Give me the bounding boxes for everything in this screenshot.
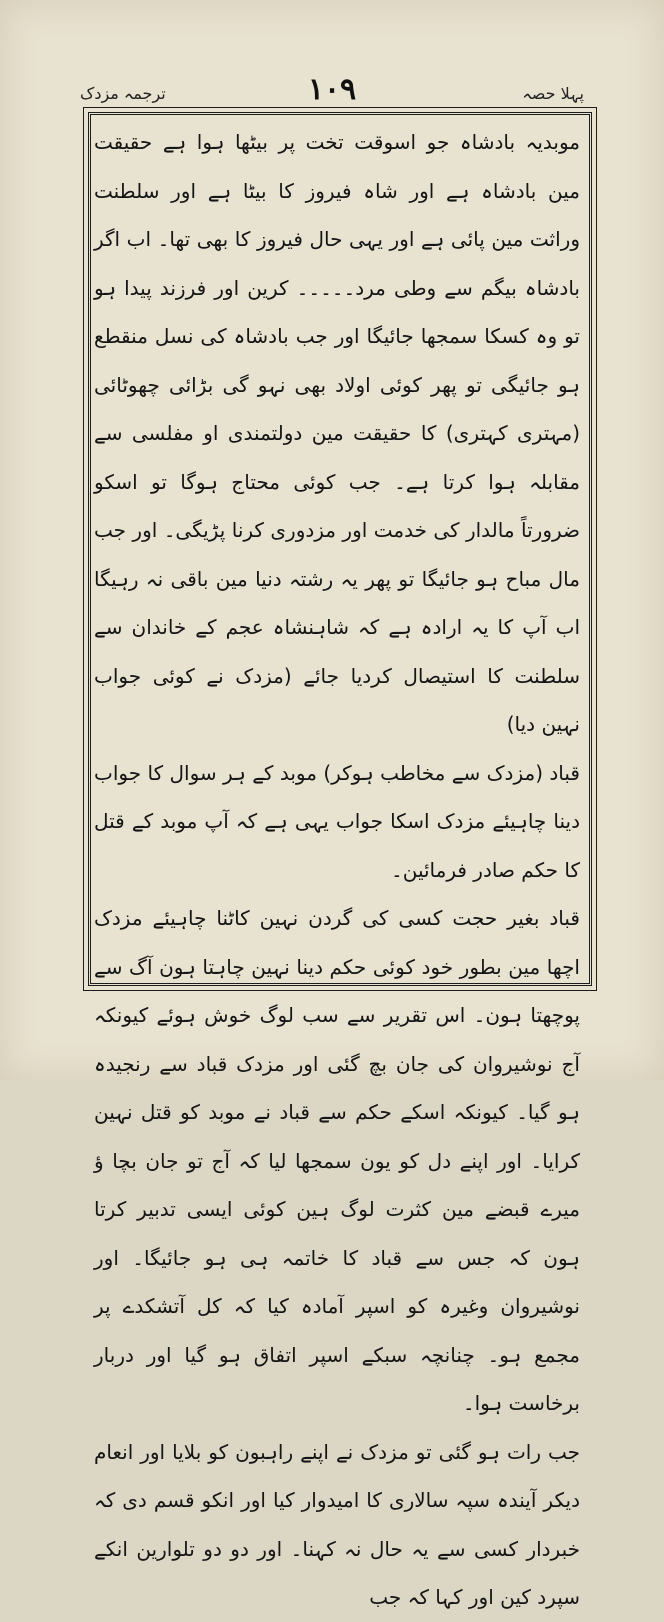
paragraph-3: قباد بغیر حجت کسی کی گردن نہین کاٹنا چاہیئے مزدک اچھا مین بطور خود کوئی حکم دینا نہین چاہتا ہون آگ سے پوچھتا ہون۔ اس تقریر سے سب لوگ خوش ہوئے کیونکہ آج نوشیروان کی جان بچ گئی اور مزدک قباد سے رنجیدہ ہو گیا۔ کیونکہ اسکے حکم سے قباد نے موبد کو قتل نہین کرایا۔ اور اپنے دل کو یون سمجھا لیا کہ آج تو جان بچا ؤ میرے قبضے مین کثرت لوگ ہین کوئی ایسی تدبیر کرتا ہون کہ جس سے قباد کا خاتمہ ہی ہو جائیگا۔ اور نوشیروان وغیرہ کو اسپر آمادہ کیا کہ کل آتشکدے پر مجمع ہو۔ چنانچہ سبکے اسپر اتفاق ہو گیا اور دربار برخاست ہوا۔ (94, 906, 580, 1415)
section-label: پہلا حصہ (522, 84, 584, 103)
page-number: ۱۰۹ (307, 72, 357, 107)
paragraph-4: جب رات ہو گئی تو مزدک نے اپنے راہبون کو بلایا اور انعام دیکر آیندہ سپہ سالاری کا امیدوار کیا اور انکو قسم دی کہ خبردار کسی سے یہ حال نہ کہنا۔ اور دو دو تلوارین انکے سپرد کین اور کہا کہ جب (94, 1439, 580, 1609)
paragraph-2: قباد (مزدک سے مخاطب ہوکر) موبد کے ہر سوال کا جواب دینا چاہیئے مزدک اسکا جواب یہی ہے کہ آپ موبد کے قتل کا حکم صادر فرمائین۔ (94, 760, 580, 882)
book-title-label: ترجمہ مزدک (80, 84, 166, 103)
page-header (80, 72, 584, 112)
paragraph-1: موبدیہ بادشاہ جو اسوقت تخت پر بیٹھا ہوا ہے حقیقت مین بادشاہ ہے اور شاہ فیروز کا بیٹا ہے اور سلطنت وراثت مین پائی ہے اور یہی حال فیروز کا بھی تھا۔ اب اگر بادشاہ بیگم سے وطی مرد۔۔۔۔۔ کرین اور فرزند پیدا ہو تو وہ کسکا سمجھا جائیگا اور جب بادشاہ کی نسل منقطع ہو جائیگی تو پھر کوئی اولاد بھی نہو گی بڑائی چھوٹائی (مہتری کہتری) کا حقیقت مین دولتمندی او مفلسی سے مقابلہ ہوا کرتا ہے۔ جب کوئی محتاج ہوگا تو اسکو ضرورتاً مالدار کی خدمت اور مزدوری کرنا پڑیگی۔ اور جب مال مباح ہو جائیگا تو پھر یہ رشتہ دنیا مین باقی نہ رہیگا اب آپ کا یہ ارادہ ہے کہ شاہنشاہ عجم کے خاندان سے سلطنت کا استیصال کردیا جائے (مزدک نے کوئی جواب نہین دیا) (94, 130, 580, 736)
page-body-text (94, 118, 580, 1609)
